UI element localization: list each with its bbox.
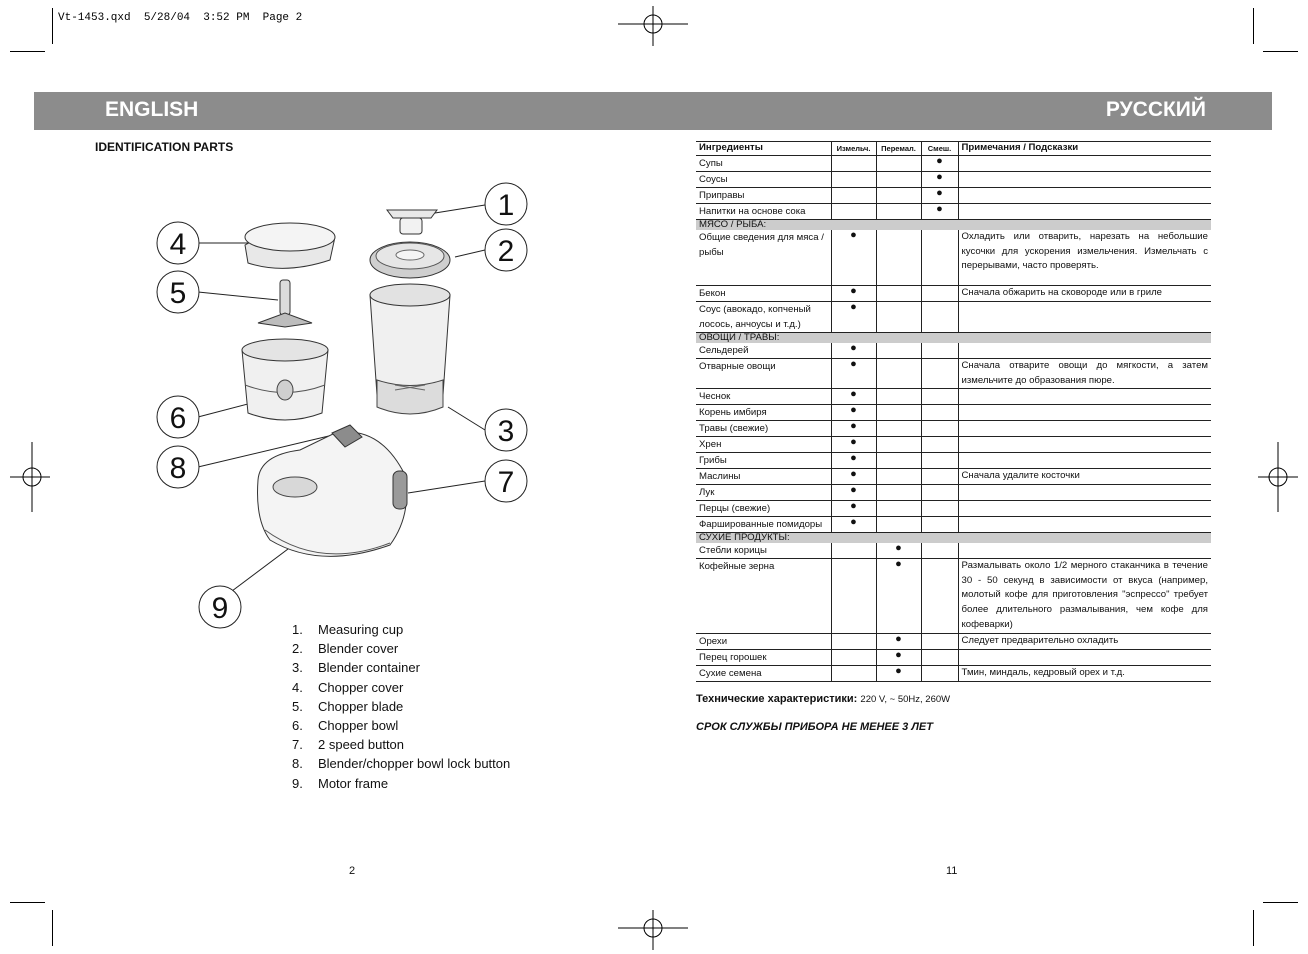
part-item bbox=[292, 678, 510, 697]
note-cell bbox=[958, 650, 1211, 666]
table-row bbox=[696, 666, 1211, 682]
leader-5 bbox=[198, 292, 278, 300]
header-chop: Измельч. bbox=[831, 142, 876, 156]
ingredient-name: Корень имбиря bbox=[696, 405, 831, 421]
appliance-illustration bbox=[150, 175, 540, 635]
motor-base-drawing bbox=[258, 425, 408, 556]
mark-cell bbox=[876, 405, 921, 421]
mark-cell bbox=[831, 650, 876, 666]
ingredient-name: Супы bbox=[696, 156, 831, 172]
part-number: 3. bbox=[292, 660, 303, 676]
mark-cell bbox=[876, 204, 921, 220]
mark-cell bbox=[876, 172, 921, 188]
part-label: Blender container bbox=[318, 660, 420, 676]
mark-cell bbox=[831, 666, 876, 682]
table-row bbox=[696, 156, 1211, 172]
mark-cell: ● bbox=[876, 543, 921, 559]
note-cell bbox=[958, 302, 1211, 333]
table-row bbox=[696, 343, 1211, 359]
page-number-right: 11 bbox=[946, 865, 958, 877]
note-cell bbox=[958, 501, 1211, 517]
section-label: СУХИЕ ПРОДУКТЫ: bbox=[696, 533, 1211, 544]
note-cell: Сначала обжарить на сковороде или в гриле bbox=[958, 286, 1211, 302]
callout-9: 9 bbox=[211, 592, 229, 625]
mark-cell: ● bbox=[831, 389, 876, 405]
part-number: 8. bbox=[292, 756, 303, 772]
part-number: 9. bbox=[292, 775, 303, 791]
ingredient-name: Чеснок bbox=[696, 389, 831, 405]
ingredient-name: Соусы bbox=[696, 172, 831, 188]
part-label: Chopper bowl bbox=[318, 717, 399, 733]
note-cell bbox=[958, 389, 1211, 405]
mark-cell bbox=[921, 666, 958, 682]
part-item bbox=[292, 697, 510, 716]
header-banner bbox=[34, 92, 1272, 130]
part-number: 1. bbox=[292, 622, 303, 637]
mark-cell bbox=[831, 634, 876, 650]
mark-cell bbox=[876, 501, 921, 517]
table-row bbox=[696, 230, 1211, 286]
note-cell: Тмин, миндаль, кедровый орех и т.д. bbox=[958, 666, 1211, 682]
mark-cell bbox=[831, 559, 876, 634]
mark-cell bbox=[876, 517, 921, 533]
table-row bbox=[696, 359, 1211, 389]
header-notes: Примечания / Подсказки bbox=[958, 142, 1211, 156]
table-row bbox=[696, 517, 1211, 533]
leader-1 bbox=[435, 205, 485, 213]
ingredient-name: Орехи bbox=[696, 634, 831, 650]
mark-cell bbox=[876, 437, 921, 453]
blender-cover-drawing bbox=[370, 242, 450, 278]
mark-cell: ● bbox=[831, 437, 876, 453]
note-cell bbox=[958, 517, 1211, 533]
table-row bbox=[696, 437, 1211, 453]
note-cell bbox=[958, 156, 1211, 172]
mark-cell bbox=[831, 188, 876, 204]
mark-cell bbox=[831, 172, 876, 188]
callout-4: 4 bbox=[169, 228, 187, 261]
mark-cell: ● bbox=[876, 666, 921, 682]
ingredient-name: Напитки на основе сока bbox=[696, 204, 831, 220]
mark-cell: ● bbox=[876, 650, 921, 666]
part-number: 4. bbox=[292, 679, 303, 695]
mark-cell: ● bbox=[921, 188, 958, 204]
table-row bbox=[696, 286, 1211, 302]
ingredient-name: Отварные овощи bbox=[696, 359, 831, 389]
table-row bbox=[696, 389, 1211, 405]
mark-cell bbox=[921, 501, 958, 517]
part-number: 2. bbox=[292, 641, 303, 657]
mark-cell: ● bbox=[876, 559, 921, 634]
ingredient-name: Грибы bbox=[696, 453, 831, 469]
english-title: ENGLISH bbox=[105, 98, 199, 121]
chopper-blade-drawing bbox=[258, 280, 312, 327]
mark-cell: ● bbox=[831, 286, 876, 302]
header-grind: Перемал. bbox=[876, 142, 921, 156]
mark-cell: ● bbox=[831, 421, 876, 437]
mark-cell bbox=[876, 156, 921, 172]
mark-cell bbox=[876, 485, 921, 501]
mark-cell: ● bbox=[831, 517, 876, 533]
note-cell: Сначала отварите овощи до мягкости, а затем измельчите до образования пюре. bbox=[958, 359, 1211, 389]
part-number: 6. bbox=[292, 717, 303, 733]
table-row bbox=[696, 485, 1211, 501]
service-life: СРОК СЛУЖБЫ ПРИБОРА НЕ МЕНЕЕ 3 ЛЕТ bbox=[696, 721, 933, 733]
mark-cell bbox=[921, 343, 958, 359]
mark-cell bbox=[876, 286, 921, 302]
mark-cell bbox=[921, 453, 958, 469]
note-cell bbox=[958, 543, 1211, 559]
callout-2: 2 bbox=[497, 235, 515, 268]
callout-5: 5 bbox=[169, 277, 187, 310]
table-row bbox=[696, 302, 1211, 333]
section-label: МЯСО / РЫБА: bbox=[696, 220, 1211, 231]
technical-specs bbox=[696, 693, 950, 705]
part-label: Chopper blade bbox=[318, 698, 404, 714]
callout-8: 8 bbox=[169, 452, 187, 485]
table-row bbox=[696, 204, 1211, 220]
mark-cell bbox=[921, 359, 958, 389]
table-row bbox=[696, 634, 1211, 650]
print-slug: Vt-1453.qxd 5/28/04 3:52 PM Page 2 bbox=[58, 12, 303, 24]
note-cell: Сначала удалите косточки bbox=[958, 469, 1211, 485]
mark-cell: ● bbox=[831, 405, 876, 421]
part-label: 2 speed button bbox=[318, 737, 405, 753]
note-cell: Размалывать около 1/2 мерного стаканчика в течение 30 - 50 секунд в зависимости от вкуса (например, молотый кофе для приготовления "эспрессо" требует более длительного размалывания, чем кофе для кофеварки) bbox=[958, 559, 1211, 634]
table-section-row bbox=[696, 220, 1211, 231]
section-label: ОВОЩИ / ТРАВЫ: bbox=[696, 333, 1211, 344]
mark-cell: ● bbox=[876, 634, 921, 650]
table-row bbox=[696, 405, 1211, 421]
chopper-cover-drawing bbox=[245, 223, 335, 268]
mark-cell bbox=[876, 343, 921, 359]
note-cell bbox=[958, 485, 1211, 501]
mark-cell: ● bbox=[921, 204, 958, 220]
registration-mark-top bbox=[618, 6, 688, 46]
part-label: Blender cover bbox=[318, 641, 399, 657]
callout-7: 7 bbox=[497, 466, 515, 499]
ingredient-name: Бекон bbox=[696, 286, 831, 302]
registration-mark-bottom bbox=[618, 910, 688, 950]
table-row bbox=[696, 543, 1211, 559]
ingredient-name: Травы (свежие) bbox=[696, 421, 831, 437]
mark-cell: ● bbox=[831, 501, 876, 517]
registration-mark-left bbox=[10, 442, 50, 512]
mark-cell bbox=[921, 559, 958, 634]
identification-parts-title: IDENTIFICATION PARTS bbox=[95, 140, 234, 154]
part-item bbox=[292, 716, 510, 735]
mark-cell bbox=[921, 469, 958, 485]
mark-cell: ● bbox=[831, 230, 876, 286]
callout-6: 6 bbox=[169, 402, 187, 435]
mark-cell: ● bbox=[831, 302, 876, 333]
part-item bbox=[292, 620, 510, 639]
mark-cell bbox=[831, 156, 876, 172]
page-number-left: 2 bbox=[349, 865, 356, 877]
ingredients-table bbox=[696, 141, 1211, 682]
mark-cell bbox=[921, 405, 958, 421]
header-ingredients: Ингредиенты bbox=[696, 142, 831, 156]
table-row bbox=[696, 421, 1211, 437]
part-number: 7. bbox=[292, 737, 303, 753]
ingredient-name: Приправы bbox=[696, 188, 831, 204]
part-label: Blender/chopper bowl lock button bbox=[318, 756, 511, 772]
mark-cell: ● bbox=[831, 359, 876, 389]
table-row bbox=[696, 469, 1211, 485]
ingredient-name: Сельдерей bbox=[696, 343, 831, 359]
mark-cell bbox=[921, 485, 958, 501]
header-mix: Смеш. bbox=[921, 142, 958, 156]
note-cell bbox=[958, 421, 1211, 437]
part-label: Measuring cup bbox=[318, 622, 404, 637]
note-cell: Охладить или отварить, нарезать на небольшие кусочки для ускорения измельчения. Измельчать с перерывами, часто проверять. bbox=[958, 230, 1211, 286]
mark-cell bbox=[921, 517, 958, 533]
ingredient-name: Стебли корицы bbox=[696, 543, 831, 559]
note-cell bbox=[958, 405, 1211, 421]
mark-cell bbox=[921, 302, 958, 333]
table-row bbox=[696, 501, 1211, 517]
part-label: Motor frame bbox=[318, 775, 389, 791]
ingredient-name: Кофейные зерна bbox=[696, 559, 831, 634]
leader-3 bbox=[448, 407, 485, 430]
mark-cell bbox=[921, 230, 958, 286]
leader-2 bbox=[455, 250, 485, 257]
callout-3: 3 bbox=[497, 415, 515, 448]
russian-title: РУССКИЙ bbox=[1105, 98, 1206, 121]
note-cell bbox=[958, 188, 1211, 204]
part-item bbox=[292, 639, 510, 658]
mark-cell: ● bbox=[921, 156, 958, 172]
table-section-row bbox=[696, 333, 1211, 344]
mark-cell bbox=[921, 421, 958, 437]
part-item bbox=[292, 735, 510, 754]
measuring-cup-drawing bbox=[387, 210, 437, 234]
table-row bbox=[696, 172, 1211, 188]
mark-cell bbox=[876, 453, 921, 469]
note-cell: Следует предварительно охладить bbox=[958, 634, 1211, 650]
mark-cell bbox=[831, 543, 876, 559]
mark-cell bbox=[921, 286, 958, 302]
part-label: Chopper cover bbox=[318, 679, 404, 695]
table-row bbox=[696, 453, 1211, 469]
specs-value: 220 V, ~ 50Hz, 260W bbox=[860, 694, 951, 705]
mark-cell bbox=[831, 204, 876, 220]
mark-cell bbox=[921, 543, 958, 559]
ingredient-name: Хрен bbox=[696, 437, 831, 453]
specs-label: Технические характеристики: bbox=[696, 693, 858, 705]
ingredient-name: Перцы (свежие) bbox=[696, 501, 831, 517]
ingredient-name: Общие сведения для мяса / рыбы bbox=[696, 230, 831, 286]
part-number: 5. bbox=[292, 698, 303, 714]
mark-cell bbox=[876, 359, 921, 389]
table-row bbox=[696, 188, 1211, 204]
callout-1: 1 bbox=[497, 189, 515, 222]
chopper-bowl-drawing bbox=[242, 339, 328, 420]
mark-cell bbox=[876, 469, 921, 485]
mark-cell: ● bbox=[831, 469, 876, 485]
ingredient-name: Маслины bbox=[696, 469, 831, 485]
mark-cell bbox=[876, 302, 921, 333]
ingredient-name: Сухие семена bbox=[696, 666, 831, 682]
note-cell bbox=[958, 343, 1211, 359]
table-row bbox=[696, 650, 1211, 666]
mark-cell bbox=[876, 188, 921, 204]
mark-cell bbox=[921, 389, 958, 405]
note-cell bbox=[958, 172, 1211, 188]
mark-cell bbox=[876, 230, 921, 286]
mark-cell: ● bbox=[831, 343, 876, 359]
mark-cell: ● bbox=[921, 172, 958, 188]
mark-cell bbox=[876, 389, 921, 405]
ingredient-name: Перец горошек bbox=[696, 650, 831, 666]
table-section-row bbox=[696, 533, 1211, 544]
note-cell bbox=[958, 204, 1211, 220]
mark-cell: ● bbox=[831, 485, 876, 501]
table-row bbox=[696, 559, 1211, 634]
parts-list bbox=[292, 620, 510, 793]
part-item bbox=[292, 774, 510, 793]
note-cell bbox=[958, 453, 1211, 469]
registration-mark-right bbox=[1258, 442, 1298, 512]
ingredient-name: Лук bbox=[696, 485, 831, 501]
part-item bbox=[292, 754, 510, 773]
mark-cell bbox=[921, 634, 958, 650]
mark-cell bbox=[876, 421, 921, 437]
ingredient-name: Соус (авокадо, копченый лосось, анчоусы и т.д.) bbox=[696, 302, 831, 333]
note-cell bbox=[958, 437, 1211, 453]
mark-cell bbox=[921, 437, 958, 453]
blender-container-drawing bbox=[370, 284, 450, 414]
mark-cell: ● bbox=[831, 453, 876, 469]
ingredient-name: Фаршированные помидоры bbox=[696, 517, 831, 533]
part-item bbox=[292, 658, 510, 677]
leader-7 bbox=[408, 481, 485, 493]
mark-cell bbox=[921, 650, 958, 666]
